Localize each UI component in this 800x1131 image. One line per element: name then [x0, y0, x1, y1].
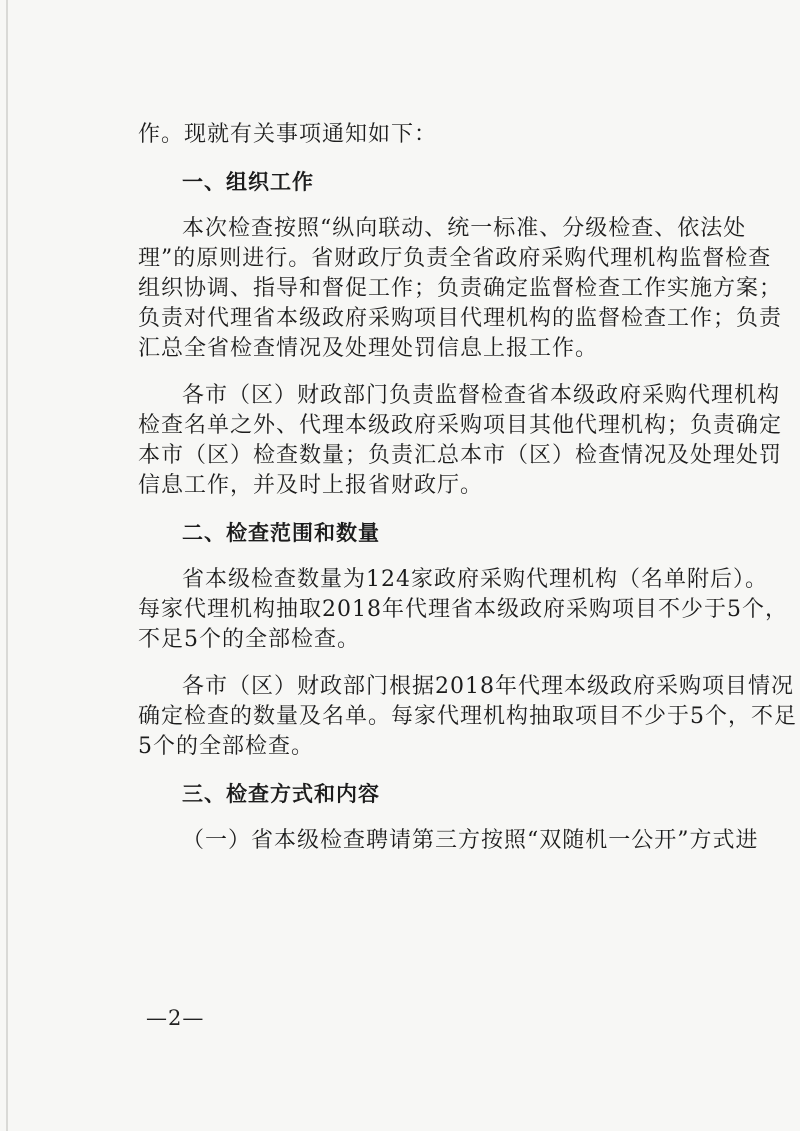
text-line: 每家代理机构抽取2018年代理省本级政府采购项目不少于5个， — [138, 597, 788, 622]
text-line: （一）省本级检查聘请第三方按照“双随机一公开”方式进 — [182, 828, 759, 853]
text-line: 作。现就有关事项通知如下： — [138, 122, 438, 147]
text-line: 汇总全省检查情况及处理处罚信息上报工作。 — [138, 336, 599, 361]
text-line: 负责对代理省本级政府采购项目代理机构的监督检查工作；负责 — [138, 306, 783, 331]
text-line: 各市（区）财政部门负责监督检查省本级政府采购代理机构 — [182, 383, 781, 408]
text-line: 信息工作，并及时上报省财政厅。 — [138, 473, 484, 498]
section-heading: 二、检查范围和数量 — [182, 521, 380, 545]
text-line: 组织协调、指导和督促工作；负责确定监督检查工作实施方案； — [138, 276, 783, 301]
text-line: 理”的原则进行。省财政厅负责全省政府采购代理机构监督检查 — [138, 246, 772, 271]
text-line: 5个的全部检查。 — [138, 734, 314, 759]
paragraph — [138, 214, 783, 364]
paragraph — [138, 381, 783, 501]
paragraph — [138, 672, 797, 762]
text-line: 不足5个的全部检查。 — [138, 627, 360, 652]
page-number: —2— — [146, 1006, 205, 1030]
section-heading: 一、组织工作 — [182, 170, 314, 194]
paragraph — [138, 120, 728, 150]
section-heading: 三、检查方式和内容 — [182, 782, 380, 806]
text-line: 省本级检查数量为124家政府采购代理机构（名单附后）。 — [182, 567, 768, 592]
text-line: 本次检查按照“纵向联动、统一标准、分级检查、依法处 — [182, 216, 747, 241]
text-line: 确定检查的数量及名单。每家代理机构抽取项目不少于5个，不足 — [138, 704, 797, 729]
text-line: 检查名单之外、代理本级政府采购项目其他代理机构；负责确定 — [138, 413, 783, 438]
paragraph — [138, 565, 788, 655]
document-body — [138, 120, 797, 873]
paragraph — [138, 826, 759, 856]
text-line: 各市（区）财政部门根据2018年代理本级政府采购项目情况 — [182, 674, 794, 699]
text-line: 本市（区）检查数量；负责汇总本市（区）检查情况及处理处罚 — [138, 443, 783, 468]
scan-binding-edge — [6, 0, 8, 1131]
